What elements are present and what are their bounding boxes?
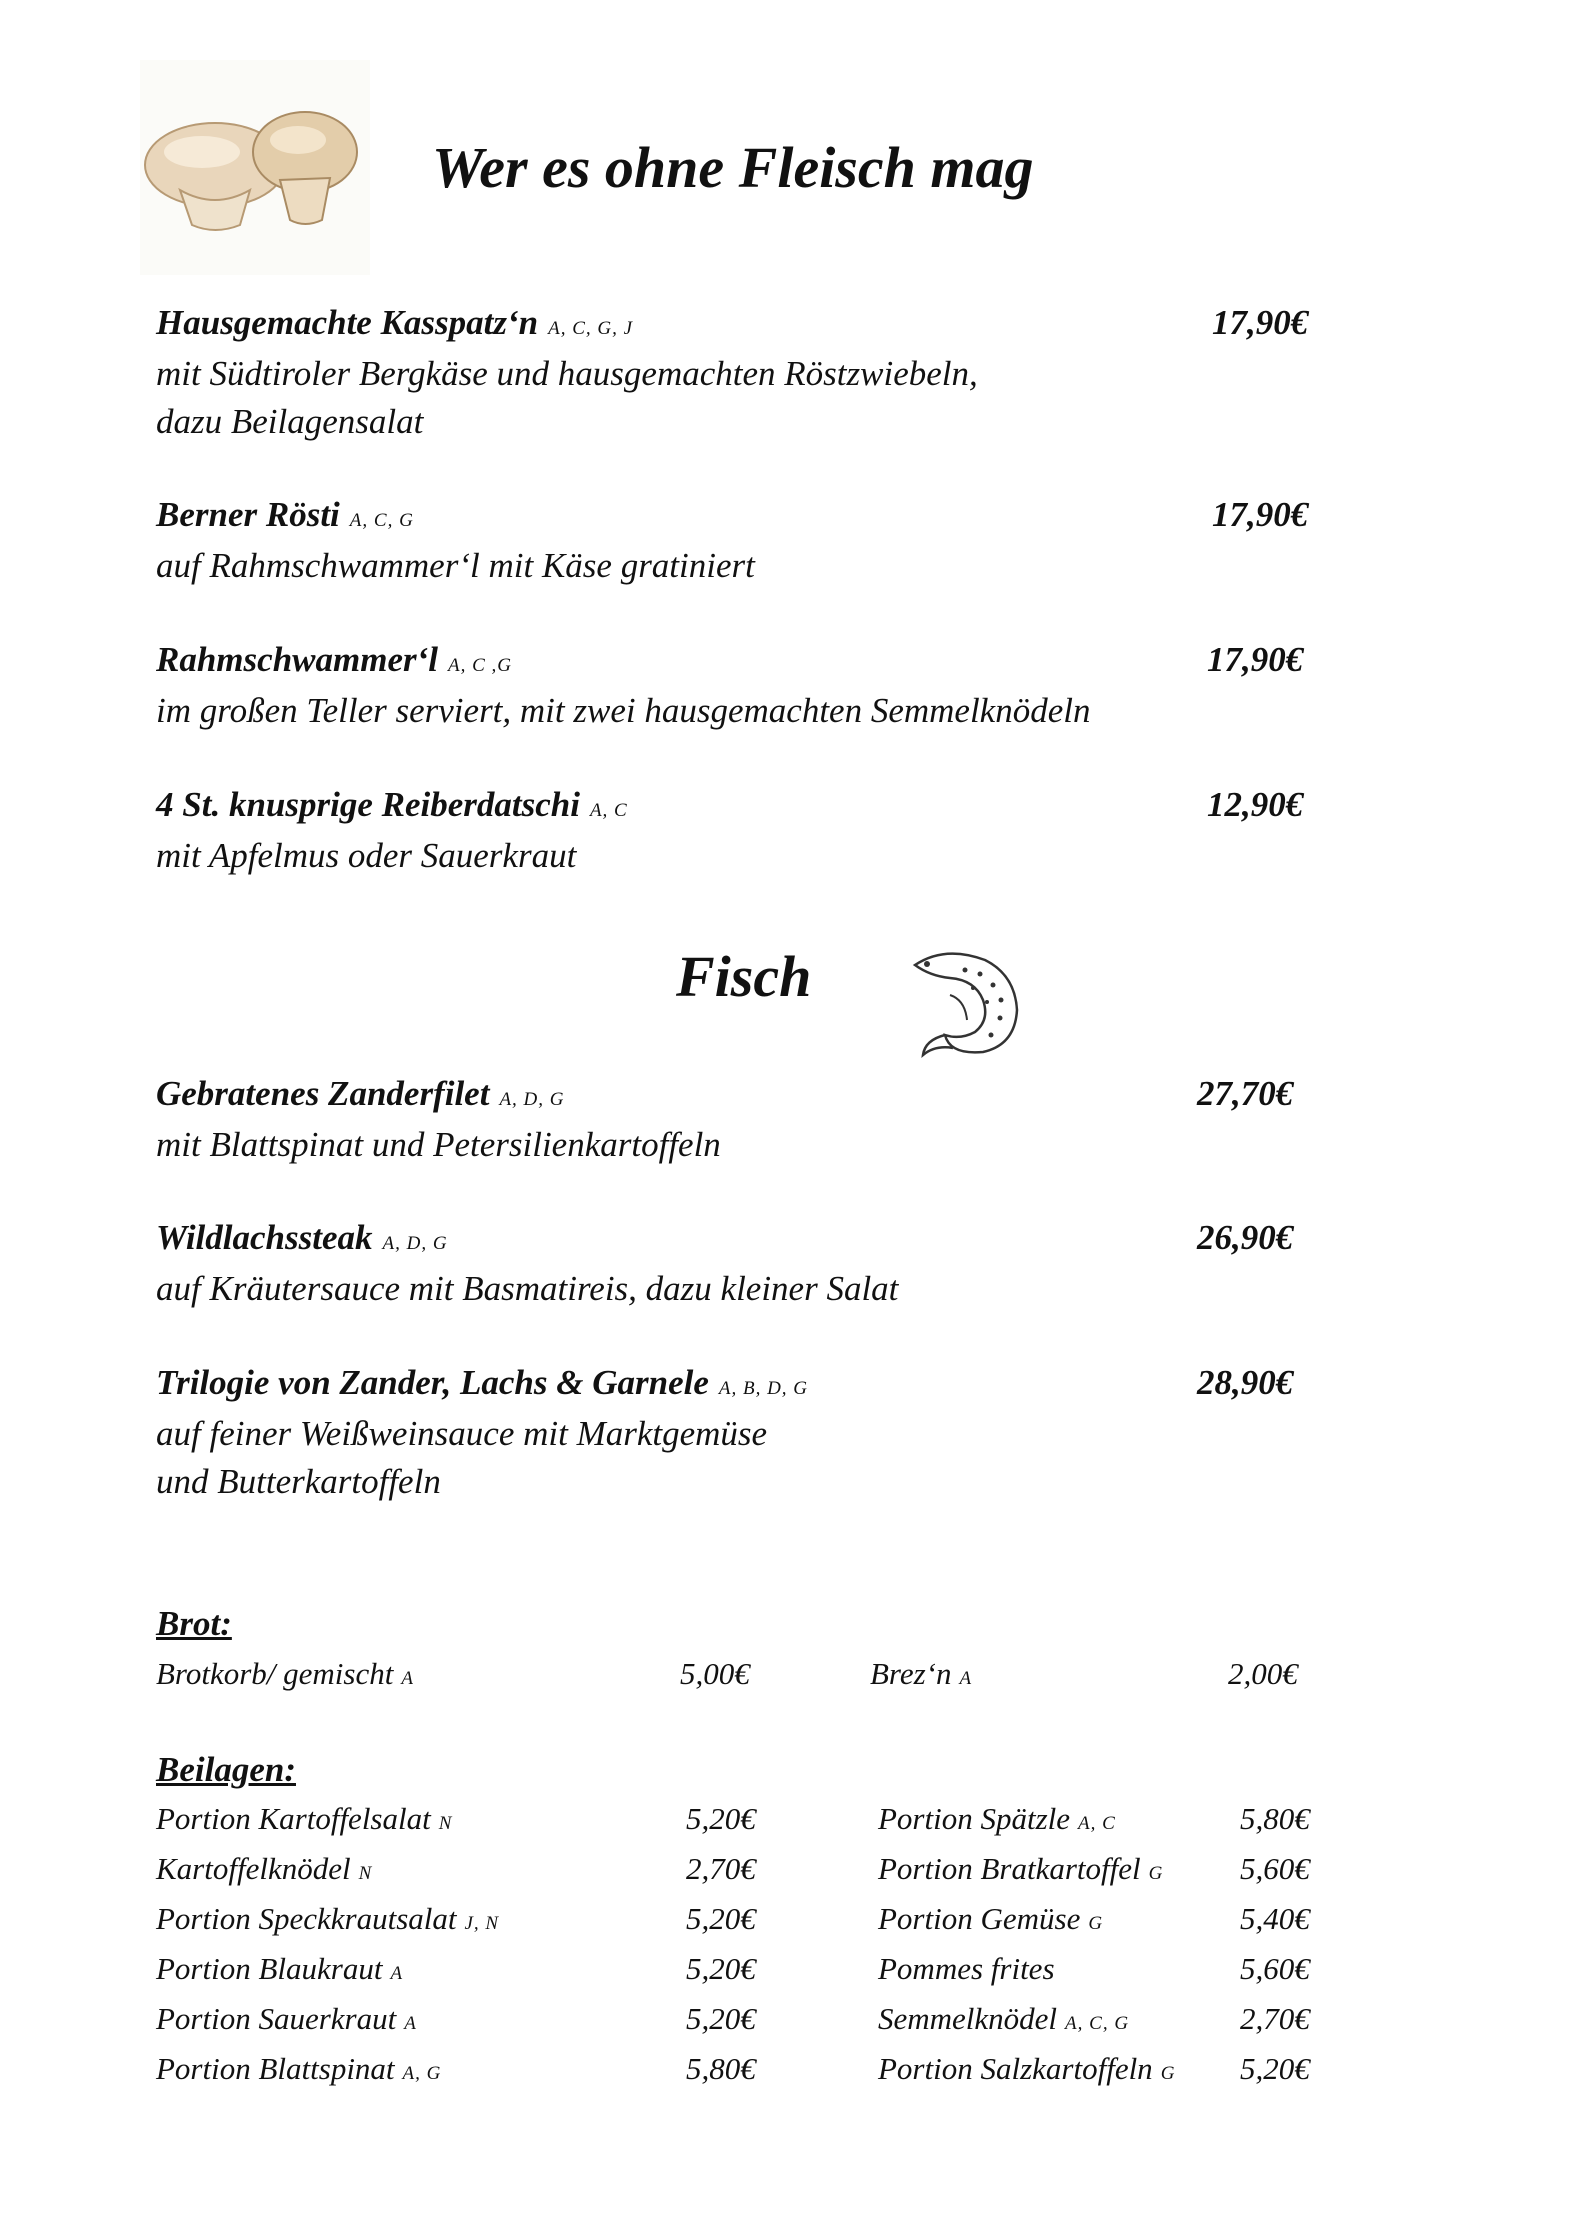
menu-item-desc: auf feiner Weißweinsauce mit Marktgemüse (156, 1414, 768, 1453)
menu-item-desc: im großen Teller serviert, mit zwei hausgemachten Semmelknödeln (156, 691, 1091, 730)
allergen-codes: A, C ,G (447, 655, 512, 676)
allergen-codes: A (959, 1668, 973, 1689)
side-item-price: 2,70€ (1240, 2001, 1310, 2036)
menu-item-price: 17,90€ (1212, 495, 1309, 534)
side-item-price: 5,80€ (1240, 1801, 1310, 1836)
allergen-codes: N (358, 1863, 373, 1884)
side-item-price: 5,00€ (680, 1656, 750, 1691)
menu-item-name: Rahmschwammer‘l A, C ,G (156, 640, 512, 679)
menu-item-desc: mit Südtiroler Bergkäse und hausgemachten Röstzwiebeln, (156, 354, 978, 393)
allergen-codes: J, N (464, 1913, 500, 1934)
side-item-name: Portion Bratkartoffel G (878, 1851, 1164, 1886)
menu-item-price: 26,90€ (1197, 1218, 1294, 1257)
allergen-codes: A, B, D, G (718, 1378, 809, 1399)
side-item-price: 5,20€ (1240, 2051, 1310, 2086)
side-item-price: 2,00€ (1228, 1656, 1298, 1691)
allergen-codes: A, D, G (382, 1233, 448, 1254)
allergen-codes: G (1148, 1863, 1164, 1884)
menu-item-price: 12,90€ (1207, 785, 1304, 824)
page-title: Wer es ohne Fleisch mag (432, 135, 1034, 200)
side-item-name: Portion Sauerkraut A (156, 2001, 417, 2036)
allergen-codes: G (1160, 2063, 1176, 2084)
allergen-codes: A (390, 1963, 404, 1984)
menu-item-name: Trilogie von Zander, Lachs & Garnele A, B, D, G (156, 1363, 809, 1402)
menu-item-desc: auf Kräutersauce mit Basmatireis, dazu kleiner Salat (156, 1269, 899, 1308)
menu-item-desc: mit Apfelmus oder Sauerkraut (156, 836, 577, 875)
menu-item-price: 27,70€ (1197, 1074, 1294, 1113)
side-item-name: Portion Blaukraut A (156, 1951, 404, 1986)
side-item-name: Kartoffelknödel N (156, 1851, 373, 1886)
menu-item-name: Wildlachssteak A, D, G (156, 1218, 448, 1257)
allergen-codes: A (404, 2013, 417, 2034)
menu-item-desc: auf Rahmschwammer‘l mit Käse gratiniert (156, 546, 755, 585)
menu-item-price: 17,90€ (1212, 303, 1309, 342)
section-heading-brot: Brot: (156, 1604, 232, 1643)
side-item-name: Pommes frites (878, 1951, 1055, 1986)
side-item-price: 5,80€ (686, 2051, 756, 2086)
allergen-codes: A, C, G (349, 510, 414, 531)
side-item-price: 5,40€ (1240, 1901, 1310, 1936)
menu-item-price: 17,90€ (1207, 640, 1304, 679)
allergen-codes: A, C (1078, 1813, 1116, 1834)
side-item-price: 5,20€ (686, 1901, 756, 1936)
side-item-name: Portion Gemüse G (878, 1901, 1104, 1936)
side-item-name: Portion Salzkartoffeln G (878, 2051, 1176, 2086)
menu-item-desc: und Butterkartoffeln (156, 1462, 441, 1501)
section-heading-beilagen: Beilagen: (156, 1750, 296, 1789)
allergen-codes: G (1088, 1913, 1104, 1934)
allergen-codes: A (401, 1668, 414, 1689)
side-item-name: Semmelknödel A, C, G (878, 2001, 1130, 2036)
side-item-name: Portion Spätzle A, C (878, 1801, 1116, 1836)
menu-item-desc: dazu Beilagensalat (156, 402, 424, 441)
side-item-price: 5,60€ (1240, 1851, 1310, 1886)
side-item-price: 2,70€ (686, 1851, 756, 1886)
side-item-name: Portion Kartoffelsalat N (156, 1801, 453, 1836)
menu-item-name: 4 St. knusprige Reiberdatschi A, C (156, 785, 628, 824)
menu-item-name: Berner Rösti A, C, G (156, 495, 414, 534)
allergen-codes: A, C, G, J (548, 318, 634, 339)
allergen-codes: N (438, 1813, 453, 1834)
menu-item-name: Hausgemachte Kasspatz‘n A, C, G, J (156, 303, 634, 342)
side-item-price: 5,20€ (686, 2001, 756, 2036)
allergen-codes: A, G (402, 2063, 442, 2084)
allergen-codes: A, C (589, 800, 628, 821)
menu-item-desc: mit Blattspinat und Petersilienkartoffeln (156, 1125, 721, 1164)
menu-item-price: 28,90€ (1197, 1363, 1294, 1402)
side-item-name: Brotkorb/ gemischt A (156, 1656, 414, 1691)
mushroom-icon (140, 60, 370, 275)
menu-item-name: Gebratenes Zanderfilet A, D, G (156, 1074, 565, 1113)
side-item-name: Portion Blattspinat A, G (156, 2051, 442, 2086)
side-item-name: Portion Speckkrautsalat J, N (156, 1901, 500, 1936)
fish-icon (905, 940, 1030, 1060)
section-title-fisch: Fisch (676, 944, 812, 1009)
allergen-codes: A, C, G (1065, 2013, 1130, 2034)
side-item-price: 5,20€ (686, 1951, 756, 1986)
allergen-codes: A, D, G (499, 1089, 565, 1110)
side-item-price: 5,60€ (1240, 1951, 1310, 1986)
side-item-name: Brez‘n A (870, 1656, 973, 1691)
side-item-price: 5,20€ (686, 1801, 756, 1836)
